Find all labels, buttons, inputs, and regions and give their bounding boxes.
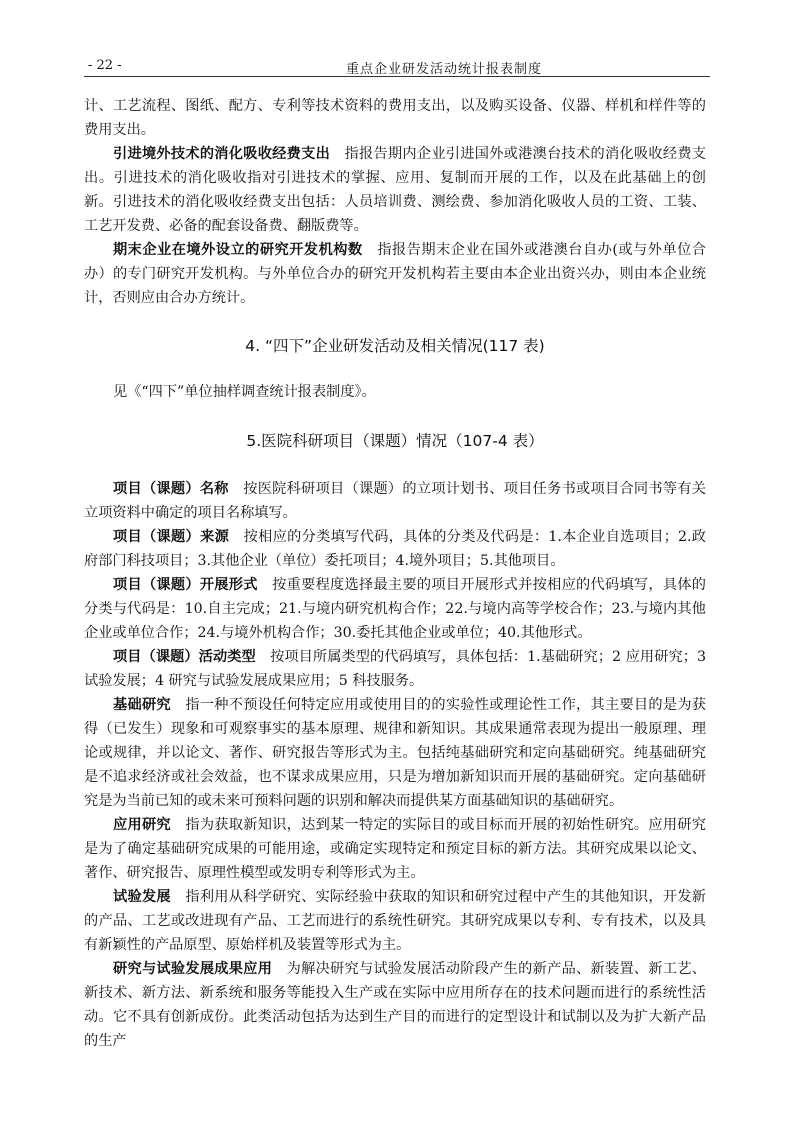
header-title: 重点企业研发活动统计报表制度 <box>345 62 542 77</box>
term-text: 按医院科研项目（课题）的立项计划书、项目任务书或项目合同书等有关立项资料中确定的项目名称填写。 <box>84 481 706 521</box>
term-text: 为解决研究与试验发展活动阶段产生的新产品、新装置、新工艺、新技术、新方法、新系统和服务等能投入生产或在实际中应用所存在的技术问题而进行的系统性活动。它不具有创新成份。此类活动包括为达到生产目的而进行的定型设计和试制以及为扩大新产品的生产 <box>84 961 706 1049</box>
term-label: 项目（课题）开展形式 <box>113 577 258 593</box>
definition-paragraph <box>84 885 706 957</box>
term-text: 指利用从科学研究、实际经验中获取的知识和研究过程中产生的其他知识，开发新的产品、工艺或改进现有产品、工艺而进行的系统性研究。其研究成果以专利、专有技术，以及具有新颖性的产品原型、原始样机及装置等形式为主。 <box>84 889 706 953</box>
definition-paragraph <box>84 477 706 525</box>
term-text: 按相应的分类填写代码，具体的分类及代码是：1.本企业自选项目；2.政府部门科技项目；3.其他企业（单位）委托项目；4.境外项目；5.其他项目。 <box>84 529 706 569</box>
term-text: 指报告期末企业在国外或港澳台自办(或与外单位合办）的专门研究开发机构。与外单位合办的研究开发机构若主要由本企业出资兴办，则由本企业统计，否则应由合办方统计。 <box>84 242 706 306</box>
term-label: 项目（课题）来源 <box>113 529 230 545</box>
section-4-text: 见《“四下”单位抽样调查统计报表制度》。 <box>113 384 376 400</box>
page-header <box>84 56 710 77</box>
definition-paragraph <box>84 142 706 238</box>
term-label: 项目（课题）名称 <box>113 481 229 497</box>
definition-paragraph <box>84 238 706 310</box>
term-text: 按重要程度选择最主要的项目开展形式并按相应的代码填写，具体的分类与代码是：10.自主完成；21.与境内研究机构合作；22.与境内高等学校合作；23.与境内其他企业或单位合作；24.与境外机构合作；30.委托其他企业或单位；40.其他形式。 <box>84 577 706 641</box>
section-heading-5: 5.医院科研项目（课题）情况（107-4 表） <box>246 432 544 450</box>
definition-paragraph <box>84 645 706 693</box>
term-label: 应用研究 <box>113 817 171 833</box>
term-label: 研究与试验发展成果应用 <box>113 961 273 977</box>
section-heading-4: 4. “四下”企业研发活动及相关情况(117 表) <box>245 337 545 355</box>
term-label: 试验发展 <box>113 889 171 905</box>
term-label: 引进境外技术的消化吸收经费支出 <box>113 146 331 162</box>
definition-paragraph <box>84 693 706 813</box>
term-text: 按项目所属类型的代码填写，具体包括：1.基础研究；2 应用研究；3 试验发展；4 研究与试验发展成果应用；5 科技服务。 <box>84 649 706 689</box>
term-text: 指一种不预设任何特定应用或使用目的的实验性或理论性工作，其主要目的是为获得（已发生）现象和可观察事实的基本原理、规律和新知识。其成果通常表现为提出一般原理、理论或规律，并以论文、著作、研究报告等形式为主。包括纯基础研究和定向基础研究。纯基础研究是不追求经济或社会效益，也不谋求成果应用，只是为增加新知识而开展的基础研究。定向基础研究是为当前已知的或未来可预料问题的识别和解决而提供某方面基础知识的基础研究。 <box>84 697 706 809</box>
definition-paragraph <box>84 957 706 1053</box>
page-content <box>84 94 706 1053</box>
term-text: 指报告期内企业引进国外或港澳台技术的消化吸收经费支出。引进技术的消化吸收指对引进技术的掌握、应用、复制而开展的工作，以及在此基础上的创新。引进技术的消化吸收经费支出包括：人员培训费、测绘费、参加消化吸收人员的工资、工装、工艺开发费、必备的配套设备费、翻版费等。 <box>84 146 706 234</box>
term-label: 期末企业在境外设立的研究开发机构数 <box>113 242 363 258</box>
definition-paragraph <box>84 573 706 645</box>
term-label: 项目（课题）活动类型 <box>113 649 256 665</box>
definition-paragraph <box>84 813 706 885</box>
term-label: 基础研究 <box>113 697 171 713</box>
definition-paragraph <box>84 525 706 573</box>
term-text: 指为获取新知识，达到某一特定的实际目的或目标而开展的初始性研究。应用研究是为了确定基础研究成果的可能用途，或确定实现特定和预定目标的新方法。其研究成果以论文、著作、研究报告、原理性模型或发明专利等形式为主。 <box>84 817 706 881</box>
paragraph-continued: 计、工艺流程、图纸、配方、专利等技术资料的费用支出，以及购买设备、仪器、样机和样件等的费用支出。 <box>84 98 706 138</box>
page-number: - 22 - <box>88 58 122 73</box>
